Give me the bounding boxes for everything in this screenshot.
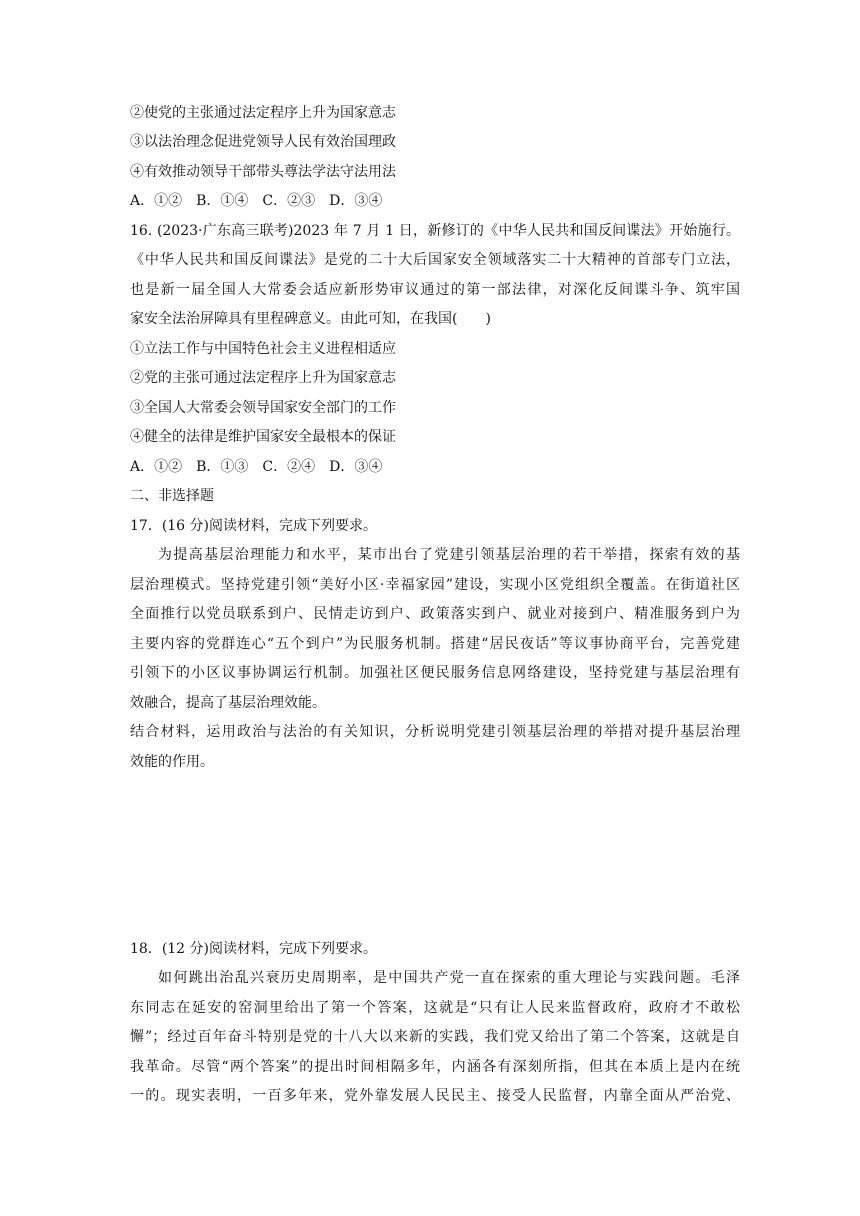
q17-material-line-1: 为提高基层治理能力和水平，某市出台了党建引领基层治理的若干举措，探索有效的基 xyxy=(158,547,740,563)
q16-option-3: ③全国人大常委会领导国家安全部门的工作 xyxy=(130,400,396,416)
q17-material-line-4: 主要内容的党群连心“五个到户”为民服务机制。搭建“居民夜话”等议事协商平台，完善党建 xyxy=(130,636,740,652)
q16-stem-line-2: 《中华人民共和国反间谍法》是党的二十大后国家安全领域落实二十大精神的首部专门立法， xyxy=(130,252,740,268)
q18-material-line-2: 东同志在延安的窑洞里给出了第一个答案，这就是“只有让人民来监督政府，政府才不敢松 xyxy=(130,1000,740,1016)
q16-option-1: ①立法工作与中国特色社会主义进程相适应 xyxy=(130,341,396,357)
section-heading: 二、非选择题 xyxy=(130,488,214,504)
q17-material-line-2: 层治理模式。坚持党建引领“美好小区·幸福家园”建设，实现小区党组织全覆盖。在街道社区 xyxy=(130,577,740,593)
q17-material-line-5: 引领下的小区议事协调运行机制。加强社区便民服务信息网络建设，坚持党建与基层治理有 xyxy=(130,665,740,681)
q18-material-line-4: 我革命。尽管“两个答案”的提出时间相隔多年，内涵各有深刻所指，但其在本质上是内在统 xyxy=(130,1059,740,1075)
q16-option-2: ②党的主张可通过法定程序上升为国家意志 xyxy=(130,370,396,386)
q15-option-4: ④有效推动领导干部带头尊法学法守法用法 xyxy=(130,164,396,180)
q16-stem-line-4: 家安全法治屏障具有里程碑意义。由此可知，在我国( ) xyxy=(130,311,491,327)
q15-option-2: ②使党的主张通过法定程序上升为国家意志 xyxy=(130,105,396,121)
q17-material-line-3: 全面推行以党员联系到户、民情走访到户、政策落实到户、就业对接到户、精准服务到户为 xyxy=(130,606,740,622)
q16-stem-line-1: 16. (2023·广东高三联考)2023 年 7 月 1 日，新修订的《中华人民共和国反间谍法》开始施行。 xyxy=(130,223,740,239)
q18-heading: 18．(12 分)阅读材料，完成下列要求。 xyxy=(130,941,378,957)
q17-question-line-2: 效能的作用。 xyxy=(130,754,214,770)
q17-heading: 17．(16 分)阅读材料，完成下列要求。 xyxy=(130,518,378,534)
q16-choices: A．①② B．①③ C．②④ D．③④ xyxy=(130,459,383,475)
q16-option-4: ④健全的法律是维护国家安全最根本的保证 xyxy=(130,429,396,445)
q18-material-line-5: 一的。现实表明，一百多年来，党外靠发展人民民主、接受人民监督，内靠全面从严治党、 xyxy=(130,1088,740,1104)
q15-option-3: ③以法治理念促进党领导人民有效治国理政 xyxy=(130,134,396,150)
q16-stem-line-3: 也是新一届全国人大常委会适应新形势审议通过的第一部法律，对深化反间谍斗争、筑牢国 xyxy=(130,282,740,298)
q15-choices: A．①② B．①④ C．②③ D．③④ xyxy=(130,193,383,209)
q17-material-line-6: 效融合，提高了基层治理效能。 xyxy=(130,695,326,711)
q18-material-line-3: 懈”；经过百年奋斗特别是党的十八大以来新的实践，我们党又给出了第二个答案，这就是自 xyxy=(130,1029,740,1045)
q17-question-line-1: 结合材料，运用政治与法治的有关知识，分析说明党建引领基层治理的举措对提升基层治理 xyxy=(130,724,740,740)
q18-material-line-1: 如何跳出治乱兴衰历史周期率，是中国共产党一直在探索的重大理论与实践问题。毛泽 xyxy=(158,970,740,986)
